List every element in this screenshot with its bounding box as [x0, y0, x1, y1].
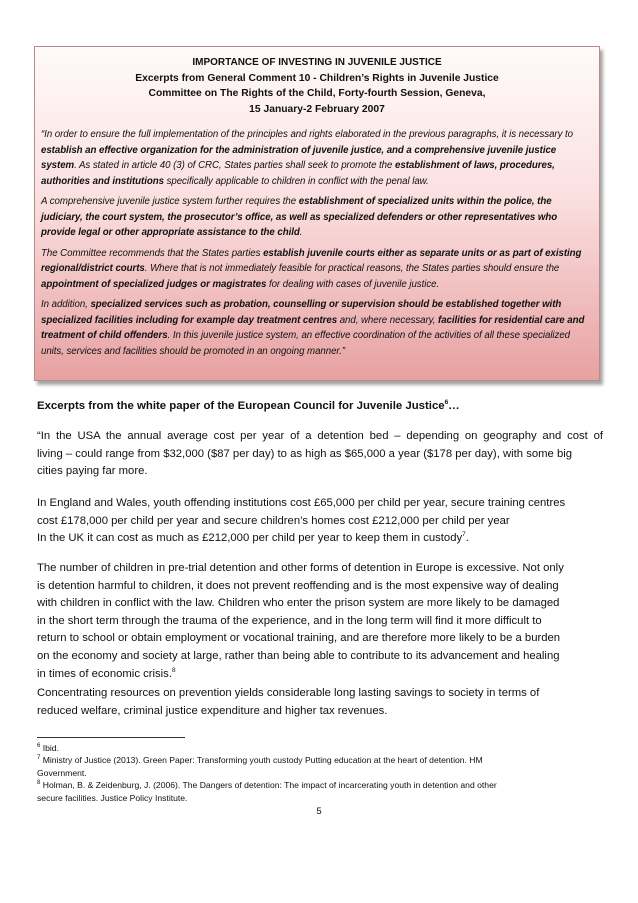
p1-text-c: . As stated in article 40 (3) of CRC, States parties shall seek to promote the: [74, 160, 396, 171]
callout-heading: [41, 55, 593, 117]
text-line: The number of children in pre-trial detention and other forms of detention in Europe is excessive. Not only: [37, 562, 564, 574]
p4-emphasis-d: facilities for residential care and treatment of child offenders: [41, 314, 585, 341]
page-number: 5: [316, 806, 322, 817]
p1-text-e: specifically applicable to children in conflict with the penal law.: [163, 175, 429, 187]
text-line: cities paying far more.: [37, 465, 148, 478]
footnotes: [37, 742, 603, 804]
p3-text-e: for dealing with cases of juvenile justice.: [266, 278, 440, 290]
text-fragment: In the UK it can cost as much as £212,000 per child per year to keep them in custody: [37, 532, 463, 545]
footnote-number: 6: [37, 743, 41, 750]
p2-text-a: A comprehensive juvenile justice system further requires the: [41, 196, 299, 207]
text-line: with children in conflict with the law. Children who enter the prison system are more likely to be damaged: [37, 597, 560, 610]
callout-box: [34, 46, 600, 381]
text-line: cost £178,000 per child per year and secure children’s homes cost £212,000 per child per year: [37, 514, 510, 527]
p4-text-c: and, where necessary,: [337, 314, 439, 326]
paragraph-prevention: [37, 685, 603, 720]
p4-text-a: In addition,: [41, 299, 91, 310]
callout-paragraph-2: [41, 194, 593, 241]
p2-emphasis-b: establishment of specialized units within the police, the judiciary, the court system, the prosecutor’s office, as well as specialized defenders or other representatives who provide legal or other appropriate assistance to the child: [41, 196, 558, 238]
footnote-number: 7: [37, 755, 41, 762]
p3-emphasis-d: appointment of specialized judges or magistrates: [41, 278, 267, 290]
callout-paragraph-1: [41, 127, 593, 189]
callout-subtitle-2: Committee on The Rights of the Child, Forty-fourth Session, Geneva,: [148, 88, 486, 99]
section-heading-text: Excerpts from the white paper of the European Council for Juvenile Justice: [37, 400, 445, 412]
section-heading-ellipsis: …: [448, 400, 460, 412]
p3-text-a: The Committee recommends that the States parties: [41, 247, 264, 259]
text-line: is detention harmful to children, it does not prevent reoffending and is the most expensive way of dealing: [37, 579, 559, 592]
callout-subtitle-3: 15 January-2 February 2007: [249, 103, 385, 115]
footnote-6: [37, 742, 603, 754]
text-line: living – could range from $32,000 ($87 per day) to as high as $65,000 a year ($178 per day), with some big: [37, 447, 573, 460]
text-line: [37, 666, 603, 684]
p1-emphasis-b: establish an effective organization for the administration of juvenile justice, and a comprehensive juvenile justice system: [41, 144, 557, 171]
callout-paragraph-4: [41, 297, 593, 359]
footnote-number: 8: [37, 780, 41, 787]
footnote-8: [37, 779, 603, 791]
footnote-text: Ministry of Justice (2013). Green Paper: Transforming youth custody Putting education at the heart of detention. HM: [40, 755, 483, 766]
callout-subtitle-1: Excerpts from General Comment 10 - Children’s Rights in Juvenile Justice: [135, 72, 499, 84]
text-fragment: .: [465, 532, 469, 545]
text-line: return to school or obtain employment or vocational training, and are therefore more likely to be a burden: [37, 632, 561, 645]
p4-emphasis-b: specialized services such as probation, counselling or supervision should be established together with specialized facilities including for example day treatment centres: [41, 299, 562, 326]
callout-title: IMPORTANCE OF INVESTING IN JUVENILE JUSTICE: [192, 57, 442, 68]
callout-paragraph-3: [41, 246, 593, 293]
footnote-text: secure facilities. Justice Policy Institute.: [37, 792, 188, 803]
footnote-7: [37, 754, 603, 766]
footnote-text: Government.: [37, 767, 87, 778]
paragraph-europe-detention: [37, 560, 603, 683]
text-line: reduced welfare, criminal justice expenditure and higher tax revenues.: [37, 704, 388, 717]
footnote-text: Holman, B. & Zeidenburg, J. (2006). The Dangers of detention: The impact of incarcerating youth in detention and other: [40, 780, 497, 791]
text-line: In England and Wales, youth offending institutions cost £65,000 per child per year, secure training centres: [37, 497, 566, 509]
section-heading: [37, 400, 460, 412]
paragraph-usa-costs: [37, 428, 603, 481]
footnote-ref-6[interactable]: 6: [444, 399, 449, 407]
footnote-ref-7[interactable]: 7: [462, 531, 466, 539]
p2-text-c: .: [299, 227, 303, 238]
p1-emphasis-d: establishment of laws, procedures, authorities and institutions: [41, 160, 555, 187]
text-line: “In the USA the annual average cost per year of a detention bed – depending on geography and cost of: [37, 430, 603, 442]
paragraph-uk-costs: [37, 495, 603, 548]
text-line: Concentrating resources on prevention yields considerable long lasting savings to society in terms of: [37, 687, 540, 699]
footnote-separator: [37, 737, 185, 738]
text-fragment: in times of economic crisis.: [37, 667, 172, 680]
text-line: on the economy and society at large, rather than being able to contribute to its advancement and healing: [37, 649, 560, 662]
text-line: in the short term through the trauma of the experience, and in the long term will find it more difficult to: [37, 614, 542, 627]
p4-text-e: . In this juvenile justice system, an effective coordination of the activities of all these specialized units, services and facilities should be promoted in an ongoing manner.”: [41, 330, 571, 357]
footnote-text: Ibid.: [40, 743, 59, 753]
text-line: [37, 530, 603, 548]
p1-text-a: “In order to ensure the full implementation of the principles and rights elaborated in the previous paragraphs, it is necessary to: [41, 129, 573, 140]
footnote-ref-8[interactable]: 8: [171, 666, 176, 674]
p3-emphasis-b: establish juvenile courts either as separate units or as part of existing regional/district courts: [41, 247, 582, 274]
p3-text-c: . Where that is not immediately feasible for practical reasons, the States parties should ensure the: [144, 263, 560, 274]
